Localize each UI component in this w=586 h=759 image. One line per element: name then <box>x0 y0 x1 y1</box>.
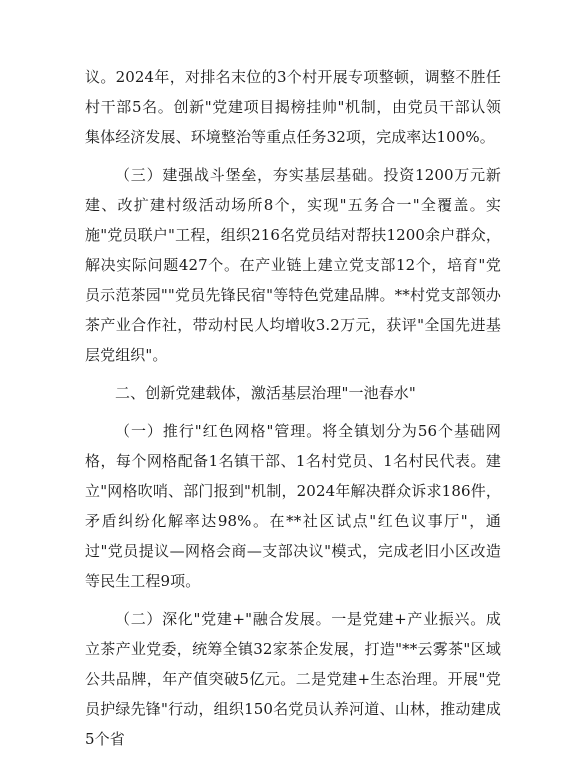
paragraph-party-building-plus: （二）深化"党建+"融合发展。一是党建+产业振兴。成立茶产业党委，统筹全镇32家茶企发展，打造"**云雾茶"区域公共品牌，年产值突破5亿元。二是党建+生态治理。开展"党员护绿先锋"行动，组织150名党员认养河道、山林，推动建成5个省 <box>85 610 501 748</box>
paragraph-section-three: （三）建强战斗堡垒，夯实基层基础。投资1200万元新建、改扩建村级活动场所8个，实现"五务合一"全覆盖。实施"党员联户"工程，组织216名党员结对帮扶1200余户群众，解决实际问题427个。在产业链上建立党支部12个，培育"党员示范茶园""党员先锋民宿"等特色党建品牌。**村党支部领办茶产业合作社，带动村民人均增收3.2万元，获评"全国先进基层党组织"。 <box>85 166 501 364</box>
document-page <box>85 62 501 754</box>
section-heading-two: 二、创新党建载体，激活基层治理"一池春水" <box>115 384 416 402</box>
paragraph-red-grid: （一）推行"红色网格"管理。将全镇划分为56个基础网格，每个网格配备1名镇干部、1名村党员、1名村民代表。建立"网格吹哨、部门报到"机制，2024年解决群众诉求186件，矛盾纠纷化解率达98%。在**社区试点"红色议事厅"，通过"党员提议—网格会商—支部决议"模式，完成老旧小区改造等民生工程9项。 <box>85 422 501 590</box>
paragraph-continuation: 议。2024年，对排名末位的3个村开展专项整顿，调整不胜任村干部5名。创新"党建项目揭榜挂帅"机制，由党员干部认领集体经济发展、环境整治等重点任务32项，完成率达100%。 <box>85 68 501 146</box>
